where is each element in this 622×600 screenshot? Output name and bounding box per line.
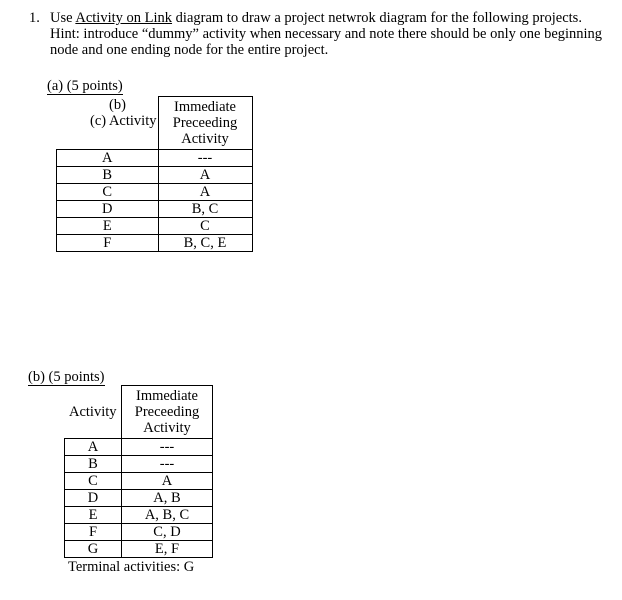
activity-cell: B	[65, 456, 122, 473]
table-row	[65, 507, 213, 524]
preceding-cell: E, F	[122, 541, 213, 558]
question-line-1-post: diagram to draw a project netwrok diagram for the following projects.	[172, 10, 582, 26]
table-row	[57, 167, 253, 184]
activity-on-link-term: Activity on Link	[75, 10, 173, 26]
terminal-activities: Terminal activities: G	[68, 559, 195, 575]
preceding-cell: A	[158, 167, 252, 184]
part-b-header-col2-line3: Activity	[143, 420, 191, 436]
part-b-header-col2-line1: Immediate	[135, 388, 198, 404]
activity-cell: B	[57, 167, 159, 184]
part-a-label: (a) (5 points)	[47, 78, 123, 94]
part-a-header-col2-line2: Preceeding	[172, 115, 238, 131]
activity-cell: F	[65, 524, 122, 541]
activity-cell: E	[65, 507, 122, 524]
question-line-3: node and one ending node for the entire project.	[50, 42, 329, 58]
preceding-cell: A	[158, 184, 252, 201]
part-b-preceding-header	[122, 386, 213, 439]
part-a-header-col1-line1: (b)	[109, 96, 126, 113]
preceding-cell: B, C, E	[158, 235, 252, 252]
part-b-header-col2-line2: Preceeding	[134, 404, 200, 420]
preceding-cell: A	[122, 473, 213, 490]
table-row	[57, 218, 253, 235]
activity-cell: F	[57, 235, 159, 252]
part-a-header-col2-line1: Immediate	[173, 99, 236, 115]
preceding-cell: ---	[122, 439, 213, 456]
question-line-1	[50, 10, 615, 26]
table-row	[57, 150, 253, 167]
table-row	[65, 524, 213, 541]
activity-cell: A	[57, 150, 159, 167]
question-line-1-pre: Use	[50, 10, 76, 26]
part-b-activity-header: Activity	[65, 386, 122, 439]
preceding-cell: ---	[158, 150, 252, 167]
table-row	[57, 184, 253, 201]
part-a-table	[56, 96, 253, 252]
table-row	[65, 439, 213, 456]
question-line-2: Hint: introduce “dummy” activity when necessary and note there should be only one beginning	[50, 26, 603, 42]
table-row	[65, 473, 213, 490]
activity-cell: D	[65, 490, 122, 507]
table-row	[57, 235, 253, 252]
activity-cell: G	[65, 541, 122, 558]
question-text	[50, 10, 615, 58]
preceding-cell: A, B	[122, 490, 213, 507]
part-b-header-row	[65, 386, 213, 439]
part-a-preceding-header	[158, 97, 252, 150]
table-row	[65, 490, 213, 507]
preceding-cell: C, D	[122, 524, 213, 541]
part-a-header-col2-line3: Activity	[181, 131, 229, 147]
part-a-activity-header	[57, 97, 159, 150]
preceding-cell: A, B, C	[122, 507, 213, 524]
part-a-header-col1-line2: (c) Activity	[90, 112, 157, 129]
activity-cell: A	[65, 439, 122, 456]
preceding-cell: ---	[122, 456, 213, 473]
question-number: 1.	[29, 10, 40, 26]
table-row	[57, 201, 253, 218]
part-a-header-row	[57, 97, 253, 150]
activity-cell: D	[57, 201, 159, 218]
part-b-label: (b) (5 points)	[28, 369, 105, 385]
activity-cell: E	[57, 218, 159, 235]
activity-cell: C	[57, 184, 159, 201]
table-row	[65, 456, 213, 473]
part-b-table	[64, 385, 213, 558]
preceding-cell: B, C	[158, 201, 252, 218]
table-row	[65, 541, 213, 558]
preceding-cell: C	[158, 218, 252, 235]
activity-cell: C	[65, 473, 122, 490]
